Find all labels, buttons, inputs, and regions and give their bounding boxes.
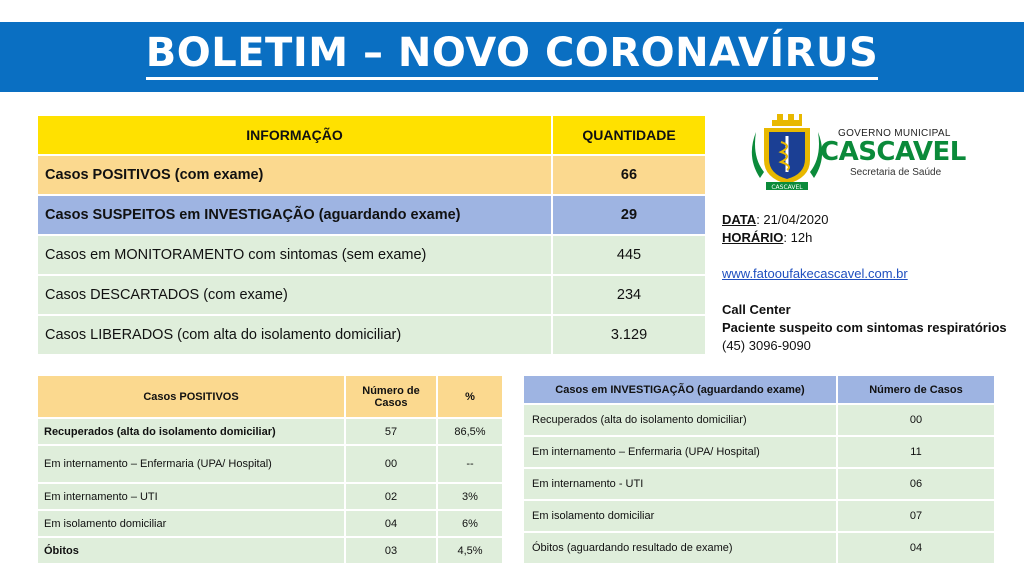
cascavel-logo	[750, 112, 970, 192]
table-row	[38, 446, 504, 484]
row-percent: --	[438, 446, 504, 484]
logo-government: GOVERNO MUNICIPAL	[838, 128, 951, 139]
row-label: Óbitos	[38, 538, 346, 565]
row-percent: 86,5%	[438, 419, 504, 446]
time-line	[722, 230, 812, 245]
row-label: Casos SUSPEITOS em INVESTIGAÇÃO (aguardando exame)	[38, 196, 553, 236]
row-label: Casos POSITIVOS (com exame)	[38, 156, 553, 196]
website-link[interactable]: www.fatooufakecascavel.com.br	[722, 266, 908, 281]
table-row	[38, 156, 707, 196]
row-count: 04	[346, 511, 438, 538]
date-label: DATA	[722, 212, 757, 227]
call-center-phone: (45) 3096-9090	[722, 338, 811, 353]
table-row	[524, 469, 996, 501]
table-row	[524, 533, 996, 565]
header-casos-investigacao: Casos em INVESTIGAÇÃO (aguardando exame)	[524, 376, 838, 405]
table-row	[38, 316, 707, 356]
table-row	[524, 437, 996, 469]
row-label: Em isolamento domiciliar	[38, 511, 346, 538]
logo-city: CASCAVEL	[820, 137, 966, 167]
table-row	[524, 501, 996, 533]
row-value: 445	[553, 236, 707, 276]
table-row	[38, 196, 707, 236]
header-percent: %	[438, 376, 504, 419]
call-center-description: Paciente suspeito com sintomas respiratórios	[722, 320, 1007, 335]
positive-cases-table	[38, 376, 504, 565]
header-casos-positivos: Casos POSITIVOS	[38, 376, 346, 419]
row-value: 29	[553, 196, 707, 236]
row-label: Casos DESCARTADOS (com exame)	[38, 276, 553, 316]
call-center-title: Call Center	[722, 302, 791, 317]
row-label: Em internamento – Enfermaria (UPA/ Hospital)	[38, 446, 346, 484]
table-row	[38, 236, 707, 276]
coat-of-arms-icon	[750, 112, 824, 192]
row-count: 04	[838, 533, 996, 565]
row-count: 57	[346, 419, 438, 446]
investigation-cases-table	[524, 376, 996, 565]
row-label: Recuperados (alta do isolamento domiciliar)	[38, 419, 346, 446]
row-label: Casos LIBERADOS (com alta do isolamento domiciliar)	[38, 316, 553, 356]
row-label: Em internamento - UTI	[524, 469, 838, 501]
page-title: BOLETIM – NOVO CORONAVÍRUS	[146, 30, 879, 80]
row-percent: 6%	[438, 511, 504, 538]
row-value: 234	[553, 276, 707, 316]
row-count: 06	[838, 469, 996, 501]
table-row	[38, 538, 504, 565]
date-value: : 21/04/2020	[756, 212, 829, 227]
title-banner	[0, 22, 1024, 92]
header-quantidade: QUANTIDADE	[553, 116, 707, 156]
row-label: Casos em MONITORAMENTO com sintomas (sem exame)	[38, 236, 553, 276]
time-label: HORÁRIO	[722, 230, 784, 245]
row-percent: 3%	[438, 484, 504, 511]
row-count: 03	[346, 538, 438, 565]
time-value: : 12h	[783, 230, 813, 245]
header-numero-casos: Número de Casos	[346, 376, 438, 419]
row-count: 00	[346, 446, 438, 484]
row-percent: 4,5%	[438, 538, 504, 565]
row-count: 00	[838, 405, 996, 437]
table-row	[38, 484, 504, 511]
logo-department: Secretaria de Saúde	[850, 167, 942, 178]
table-row	[524, 405, 996, 437]
row-label: Em internamento – UTI	[38, 484, 346, 511]
row-count: 11	[838, 437, 996, 469]
summary-table	[38, 116, 707, 356]
row-label: Em internamento – Enfermaria (UPA/ Hospital)	[524, 437, 838, 469]
row-value: 3.129	[553, 316, 707, 356]
date-line	[722, 212, 828, 227]
table-header-row	[38, 376, 504, 419]
table-header-row	[524, 376, 996, 405]
header-informacao: INFORMAÇÃO	[38, 116, 553, 156]
row-label: Recuperados (alta do isolamento domiciliar)	[524, 405, 838, 437]
table-row	[38, 511, 504, 538]
header-numero-casos: Número de Casos	[838, 376, 996, 405]
row-count: 02	[346, 484, 438, 511]
badge-text: CASCAVEL	[771, 184, 803, 191]
table-row	[38, 419, 504, 446]
row-label: Óbitos (aguardando resultado de exame)	[524, 533, 838, 565]
row-value: 66	[553, 156, 707, 196]
row-label: Em isolamento domiciliar	[524, 501, 838, 533]
table-header-row	[38, 116, 707, 156]
row-count: 07	[838, 501, 996, 533]
table-row	[38, 276, 707, 316]
